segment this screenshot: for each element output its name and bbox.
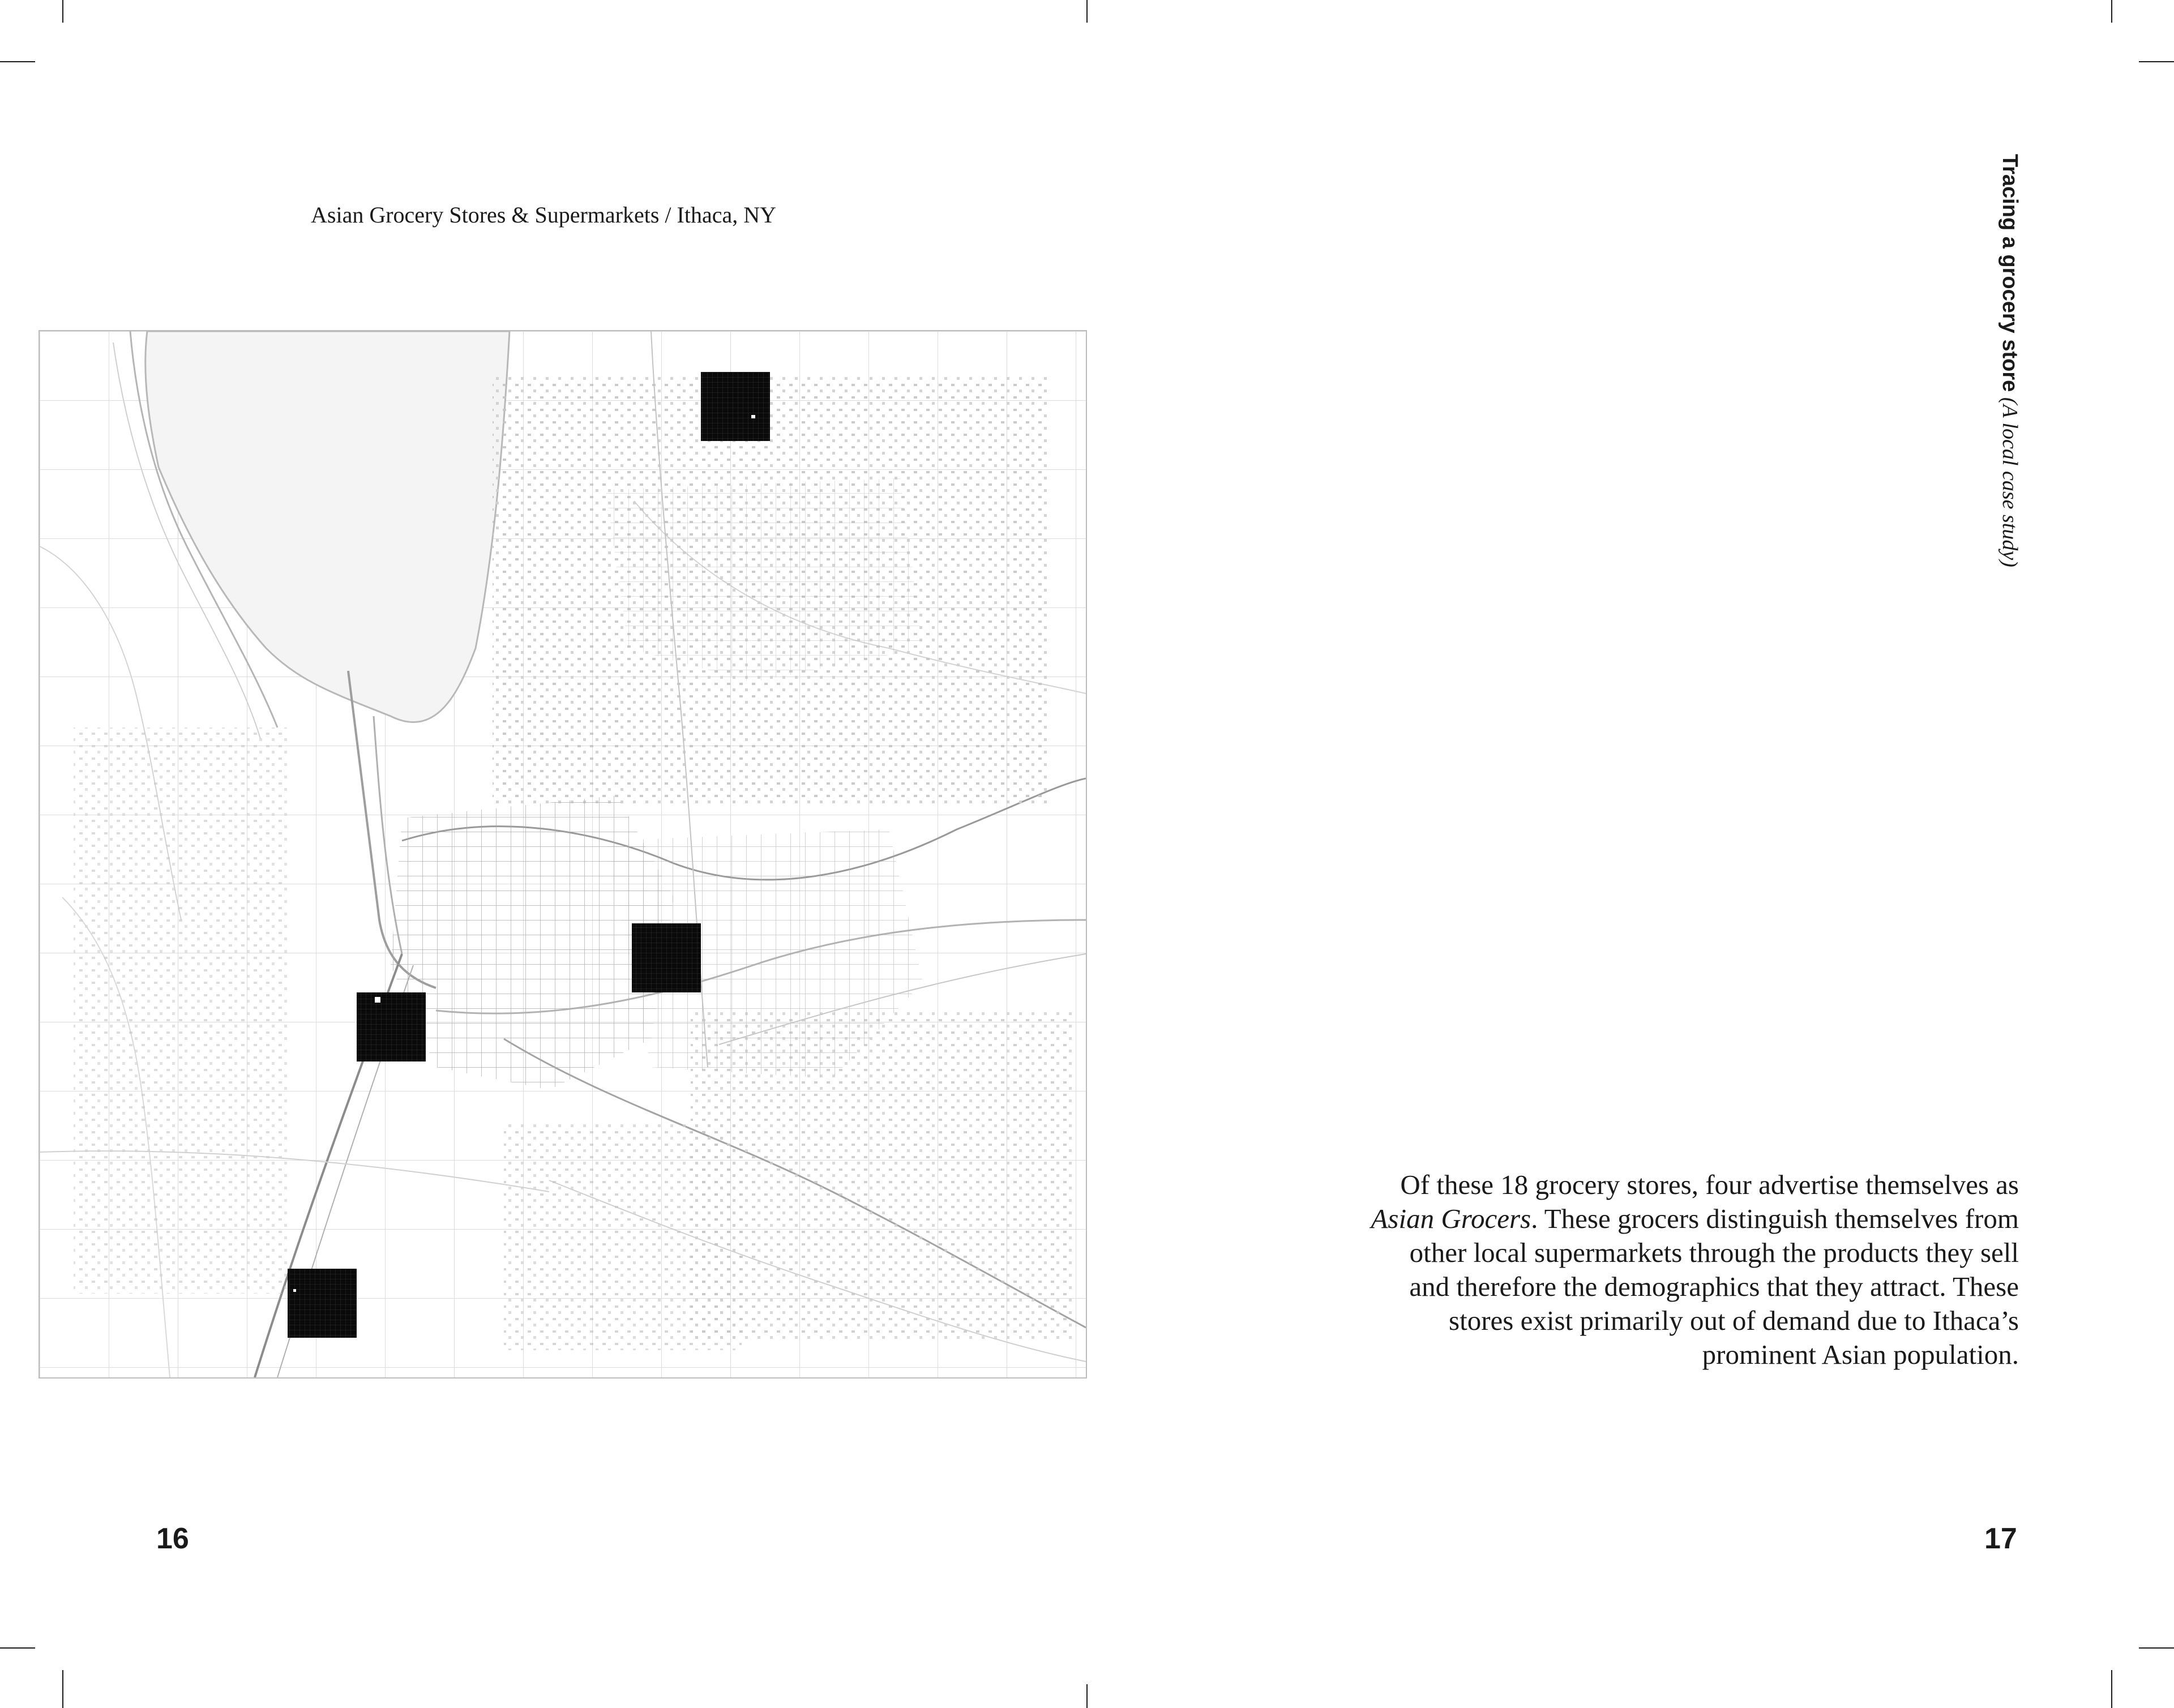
crop-mark	[62, 1670, 63, 1708]
crop-mark	[2111, 0, 2112, 23]
crop-mark	[1086, 0, 1088, 23]
body-paragraph	[1246, 1168, 2019, 1372]
crop-mark	[2139, 1647, 2174, 1649]
running-header	[1993, 154, 2027, 567]
ithaca-map	[40, 331, 1086, 1377]
body-line: prominent Asian population.	[1702, 1339, 2019, 1370]
map-title: Asian Grocery Stores & Supermarkets / Ithaca, NY	[311, 202, 776, 228]
body-line: stores exist primarily out of demand due to Ithaca’s	[1449, 1305, 2019, 1336]
body-line: and therefore the demographics that they attract. These	[1409, 1271, 2019, 1302]
store-marker-south	[288, 1269, 357, 1338]
crop-mark	[0, 61, 35, 62]
crop-mark	[0, 1647, 35, 1649]
body-line-rest: . These grocers distinguish themselves from	[1531, 1203, 2019, 1234]
map-frame	[38, 330, 1087, 1379]
emphasis-asian-grocers: Asian Grocers	[1371, 1203, 1531, 1234]
store-marker-downtown	[357, 992, 426, 1061]
body-line	[1246, 1202, 2019, 1236]
body-line: other local supermarkets through the products they sell	[1409, 1237, 2019, 1268]
running-header-subtitle: (A local case study)	[1998, 397, 2022, 567]
page-number-right: 17	[1984, 1522, 2017, 1555]
page-number-left: 16	[156, 1522, 189, 1555]
store-marker-east	[632, 923, 701, 992]
crop-mark	[2111, 1670, 2112, 1708]
body-line: Of these 18 grocery stores, four advertise themselves as	[1400, 1169, 2019, 1200]
crop-mark	[1086, 1684, 1088, 1708]
crop-mark	[62, 0, 63, 23]
crop-mark	[2139, 61, 2174, 62]
running-header-title: Tracing a grocery store	[1998, 154, 2022, 392]
store-marker-north	[701, 372, 770, 441]
